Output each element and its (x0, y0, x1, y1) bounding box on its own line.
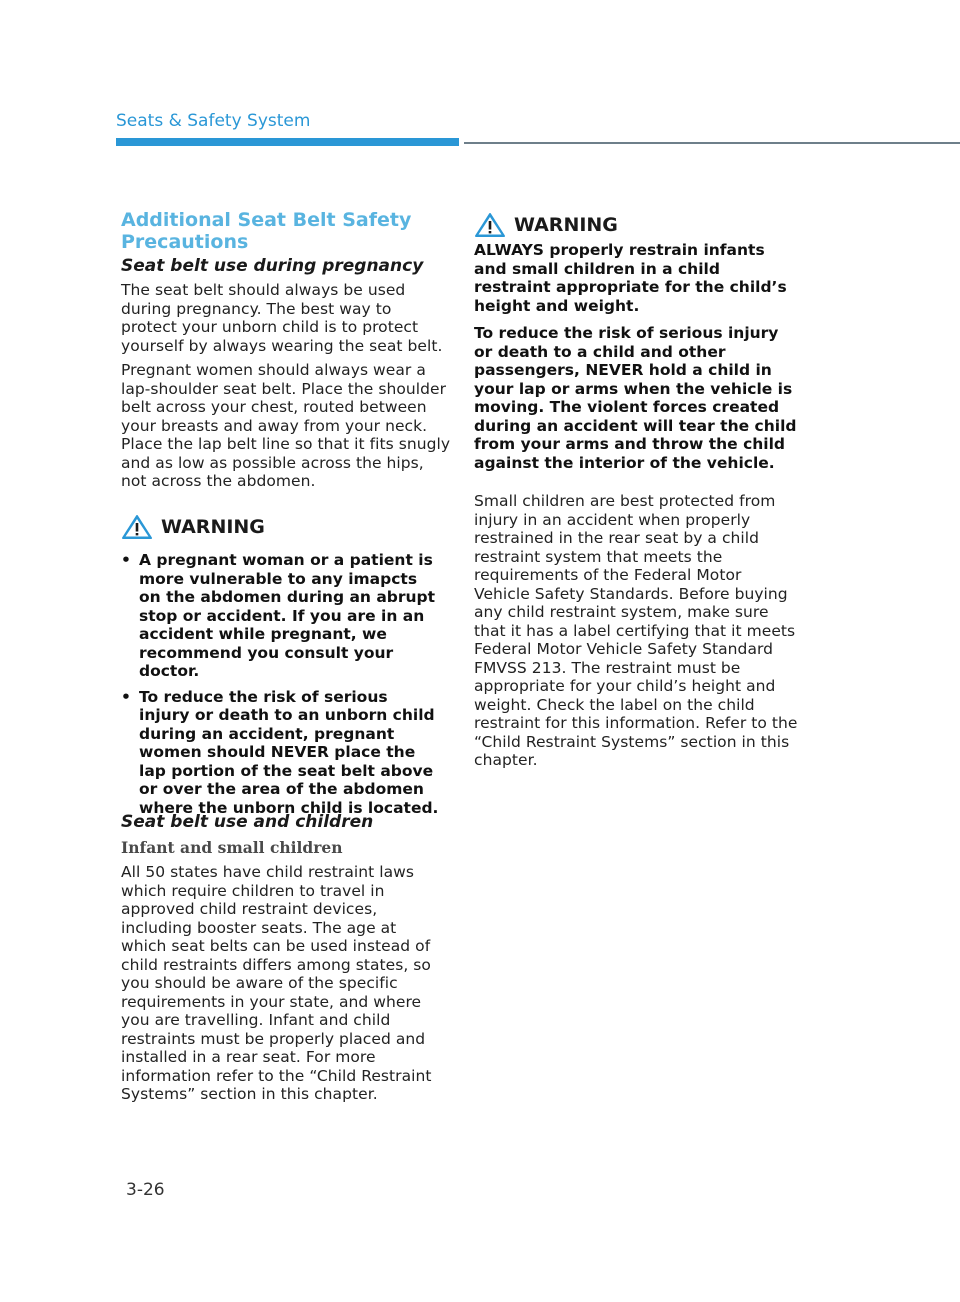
header-accent-bar (116, 138, 459, 146)
child-restraint-paragraph: Small children are best protected from injury in an accident when properly restrained in the rear seat by a child restraint system that meets the requirements of the Federal Motor Vehicle Safety Standards. Before buying any child restraint system, make sure that it has a label certifying that it meets Federal Motor Vehicle Safety Standard FMVSS 213. The restraint must be appropriate for your child’s height and weight. Check the label on the child restraint for this information. Refer to the “Child Restraint Systems” section in this chapter. (474, 492, 798, 769)
infant-subheading: Infant and small children (121, 838, 343, 857)
warning-list-left (121, 551, 443, 824)
pregnancy-paragraph-1: The seat belt should always be used during pregnancy. The best way to protect your unborn child is to protect yourself by always wearing the seat belt. (121, 281, 443, 355)
warning-heading-right (474, 212, 618, 238)
header-rule (464, 142, 960, 144)
warning-triangle-icon (121, 514, 153, 540)
warning-paragraph-2: To reduce the risk of serious injury or death to a child and other passengers, NEVER hold a child in your lap or arms when the vehicle is moving. The violent forces created during an accident will tear the child from your arms and throw the child against the interior of the vehicle. (474, 324, 797, 472)
warning-paragraph-1: ALWAYS properly restrain infants and small children in a child restraint appropriate for the child’s height and weight. (474, 241, 787, 315)
warning-triangle-icon (474, 212, 506, 238)
pregnancy-paragraph-2: Pregnant women should always wear a lap-shoulder seat belt. Place the shoulder belt across your chest, routed between your breasts and away from your neck. Place the lap belt line so that it fits snugly and as low as possible across the hips, not across the abdomen. (121, 361, 451, 490)
pregnancy-heading: Seat belt use during pregnancy (121, 256, 424, 276)
warning-bullet: • To reduce the risk of serious injury or death to an unborn child during an accident, pregnant women should NEVER place the lap portion of the seat belt above or over the area of the abdomen where the unborn child is located. (121, 688, 443, 818)
page-number: 3-26 (126, 1180, 165, 1200)
warning-label: WARNING (161, 516, 265, 538)
children-heading: Seat belt use and children (121, 812, 374, 832)
warning-heading-left (121, 514, 265, 540)
chapter-title: Seats & Safety System (116, 111, 311, 131)
warning-bullet: • A pregnant woman or a patient is more vulnerable to any imapcts on the abdomen during an abrupt stop or accident. If you are in an accident while pregnant, we recommend you consult your doctor. (121, 551, 443, 681)
warning-label: WARNING (514, 214, 618, 236)
section-title: Additional Seat Belt Safety Precautions (121, 209, 412, 253)
children-paragraph: All 50 states have child restraint laws which require children to travel in approved child restraint devices, including booster seats. The age at which seat belts can be used instead of child restraints differs among states, so you should be aware of the specific requirements in your state, and where you are travelling. Infant and child restraints must be properly placed and installed in a rear seat. For more information refer to the “Child Restraint Systems” section in this chapter. (121, 863, 432, 1103)
